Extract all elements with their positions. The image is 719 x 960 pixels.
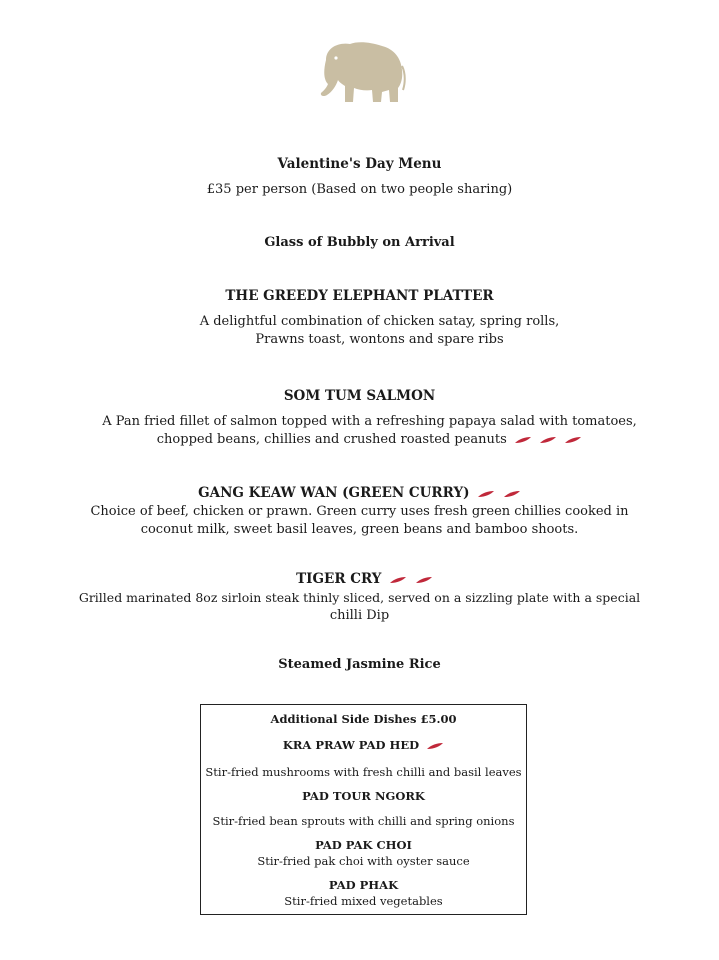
side-dishes-box (200, 704, 527, 915)
side-item-desc: Stir-fried mushrooms with fresh chilli and basil leaves (205, 765, 522, 779)
side-item-desc: Stir-fried mixed vegetables (284, 894, 443, 908)
dish-desc-line-with-chillies (10, 431, 719, 449)
dish-desc-line: chilli Dip (329, 608, 390, 623)
chilli-icon (503, 490, 521, 498)
arrival-drink: Glass of Bubbly on Arrival (264, 235, 455, 250)
chilli-icon (564, 436, 582, 444)
dish-desc-line: Grilled marinated 8oz sirloin steak thinly sliced, served on a sizzling plate with a special (78, 590, 641, 605)
chilli-icon (514, 436, 532, 444)
side-item-title: PAD TOUR NGORK (302, 789, 425, 803)
dish-desc-line: A Pan fried fillet of salmon topped with a refreshing papaya salad with tomatoes, (102, 414, 637, 429)
dish-title-som-tum-salmon: SOM TUM SALMON (283, 388, 436, 404)
chilli-icon (477, 490, 495, 498)
dish-title-platter: THE GREEDY ELEPHANT PLATTER (225, 288, 494, 304)
chilli-icon (539, 436, 557, 444)
rice: Steamed Jasmine Rice (278, 657, 441, 672)
menu-title: Valentine's Day Menu (277, 156, 442, 172)
side-item-desc: Stir-fried pak choi with oyster sauce (257, 854, 470, 868)
dish-desc-line: Prawns toast, wontons and spare ribs (255, 332, 504, 347)
dish-name: GANG KEAW WAN (GREEN CURRY) (198, 485, 470, 501)
menu-price: £35 per person (Based on two people sharing) (206, 182, 513, 197)
chilli-icon (415, 576, 433, 584)
dish-desc-text: chopped beans, chillies and crushed roasted peanuts (156, 432, 507, 447)
dish-name: TIGER CRY (296, 571, 382, 587)
side-item-desc: Stir-fried bean sprouts with chilli and spring onions (212, 814, 515, 828)
side-item-name: KRA PRAW PAD HED (282, 738, 420, 752)
dish-desc-line: coconut milk, sweet basil leaves, green beans and bamboo shoots. (140, 522, 579, 537)
side-item-title (201, 738, 526, 752)
side-item-title: PAD PAK CHOI (315, 838, 412, 852)
dish-desc-line: A delightful combination of chicken satay, spring rolls, (199, 314, 560, 329)
elephant-icon (312, 40, 408, 106)
dish-desc-line: Choice of beef, chicken or prawn. Green curry uses fresh green chillies cooked in (90, 504, 629, 519)
chilli-icon (426, 742, 444, 750)
side-dishes-title: Additional Side Dishes £5.00 (270, 712, 457, 726)
dish-title-green-curry (0, 485, 719, 501)
chilli-icon (389, 576, 407, 584)
side-item-title: PAD PHAK (328, 878, 399, 892)
dish-title-tiger-cry (5, 571, 719, 587)
